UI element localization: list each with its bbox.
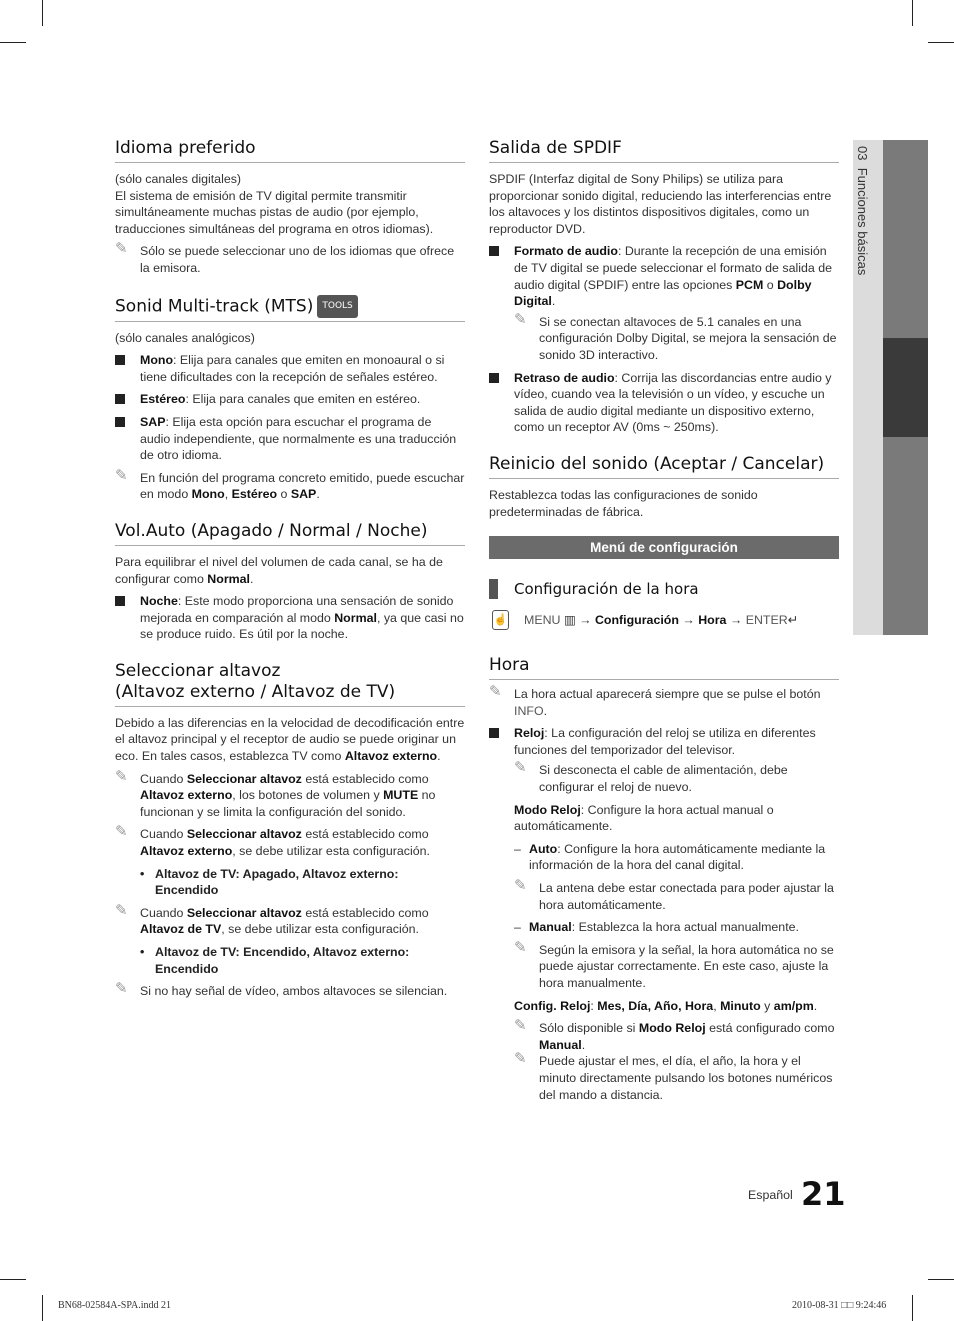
sub-item: Modo Reloj: Configure la hora actual manual o automáticamente. [514,802,774,834]
note: ✎ Cuando Seleccionar altavoz está establecido como Altavoz de TV, se debe utilizar esta configuración. [115,901,429,937]
dash-bullet: – [514,920,521,935]
left-column [115,138,465,1018]
note-pencil-icon: ✎ [115,767,128,785]
menu-path: ☝ MENU ▥ → Configuración → Hora → ENTER↵ [489,611,839,629]
body-text: SPDIF (Interfaz digital de Sony Philips) se utiliza para proporcionar sonido digital, reduciendo las interferencias entre los altavoces y los distintos dispositivos digitales, como un reproductor DVD. [489,172,832,236]
section-altavoz [115,661,465,1000]
note-pencil-icon: ✎ [489,683,502,701]
section-title: Sonid Multi-track (MTS) TOOLS [115,295,465,322]
scope-note: (sólo canales analógicos) [115,330,255,345]
chapter-tabs [883,140,928,635]
dash-item: – Manual: Establezca la hora actual manualmente. ✎ Según la emisora y la señal, la hora automática no se puede ajustar correctamente. En este caso, ajuste la hora manualmente. [514,919,839,991]
section-idioma [115,138,465,277]
section-hora [489,655,839,1103]
section-title: Idioma preferido [115,138,465,163]
note: ✎ La hora actual aparecerá siempre que se pulse el botón INFO. [489,683,821,718]
square-bullet-icon [115,417,125,427]
note-pencil-icon: ✎ [514,310,527,328]
dot-item: • Altavoz de TV: Encendido, Altavoz externo: Encendido [140,945,410,976]
note-pencil-icon: ✎ [115,980,128,998]
note: ✎ La antena debe estar conectada para poder ajustar la hora automáticamente. [514,877,834,912]
note: ✎ En función del programa concreto emitido, puede escuchar en modo Mono, Estéreo o SAP. [115,466,465,502]
note-pencil-icon: ✎ [514,938,527,956]
note: ✎ Sólo se puede seleccionar uno de los idiomas que ofrece la emisora. [115,240,455,275]
tab-block-active [883,338,928,437]
body-text: Restablezca todas las configuraciones de sonido predeterminadas de fábrica. [489,487,758,519]
note: ✎ Si no hay señal de vídeo, ambos altavoces se silencian. [115,980,448,999]
crop-mark [0,1279,26,1280]
bullet-item: SAP: Elija esta opción para escuchar el programa de audio independiente, que normalmente es una traducción de otro idioma. [115,414,465,464]
note: ✎ Si se conectan altavoces de 5.1 canales en una configuración Dolby Digital, se mejora la sensación de sonido 3D interactivo. [514,310,837,362]
bullet-item: Mono: Elija para canales que emiten en monoaural o si tiene dificultades con la recepción de señales estéreo. [115,352,465,385]
tab-block [883,437,928,635]
crop-mark [912,0,913,26]
section-spdif [489,138,839,436]
note-pencil-icon: ✎ [115,466,128,484]
square-bullet-icon [115,355,125,365]
tab-block [883,140,928,338]
note: ✎ Cuando Seleccionar altavoz está establecido como Altavoz externo, se debe utilizar esta configuración. [115,823,430,859]
note-pencil-icon: ✎ [514,877,527,895]
dash-bullet: – [514,841,521,856]
footer-language: Español [748,1188,793,1202]
body-text: Para equilibrar el nivel del volumen de cada canal, se ha de configurar como Normal. [115,554,443,586]
tools-icon: TOOLS [317,295,357,318]
crop-mark [928,42,954,43]
bullet-item: Estéreo: Elija para canales que emiten en estéreo. [115,391,465,408]
enter-icon: ↵ [787,613,799,628]
square-bullet-icon [489,246,499,256]
square-bullet-icon [489,373,499,383]
dash-item: – Auto: Configure la hora automáticamente mediante la información de la hora del canal digital. ✎ La antena debe estar conectada para poder ajustar la hora automáticamente. [514,841,839,913]
menu-section-bar: Menú de configuración [489,536,839,559]
section-title: Seleccionar altavoz (Altavoz externo / Altavoz de TV) [115,661,465,707]
hand-pointer-icon: ☝ [492,610,509,630]
square-bullet-icon [115,394,125,404]
note: ✎ Si desconecta el cable de alimentación, debe configurar el reloj de nuevo. [514,759,788,795]
section-title: Salida de SPDIF [489,138,839,163]
dot-bullet-icon: • [140,866,145,881]
bullet-item: Noche: Este modo proporciona una sensación de sonido mejorada en comparación al modo Normal, ya que casi no se produce ruido. Es útil por la noche. [115,593,465,643]
slug-left: BN68-02584A-SPA.indd 21 [58,1300,171,1311]
section-title: Vol.Auto (Apagado / Normal / Noche) [115,521,465,546]
note: ✎ Sólo disponible si Modo Reloj está configurado como Manual. [514,1017,835,1052]
crop-mark [42,1295,43,1321]
note: ✎ Puede ajustar el mes, el día, el año, la hora y el minuto directamente pulsando los botones numéricos del mando a distancia. [514,1050,833,1102]
right-column [489,138,839,1121]
section-vol-auto [115,521,465,643]
crop-mark [0,42,26,43]
body-text: El sistema de emisión de TV digital permite transmitir simultáneamente muchas pistas de audio (por ejemplo, traducciones simultáneas del programa en otros idiomas). [115,188,434,236]
scope-note: (sólo canales digitales) [115,172,242,186]
note: ✎ Cuando Seleccionar altavoz está establecido como Altavoz externo, los botones de volumen y MUTE no funcionan y se limita la configuración del sonido. [115,767,436,819]
bullet-item: Retraso de audio: Corrija las discordancias entre audio y vídeo, cuando vea la televisión o un vídeo, y escuche un salida de audio digital mediante un dispositivo externo, como un receptor AV (0ms ~ 250ms). [489,370,839,436]
section-title: Reinicio del sonido (Aceptar / Cancelar) [489,454,839,479]
note: ✎ Según la emisora y la señal, la hora automática no se puede ajustar correctamente. En este caso, ajuste la hora manualmente. [514,938,834,990]
slug-right: 2010-08-31 □□ 9:24:46 [792,1300,887,1311]
square-bullet-icon [489,728,499,738]
crop-mark [928,1279,954,1280]
crop-mark [912,1295,913,1321]
square-bullet-icon [115,596,125,606]
menu-grid-icon: ▥ [563,613,576,628]
note-pencil-icon: ✎ [115,901,128,919]
note-pencil-icon: ✎ [115,823,128,841]
section-reinicio [489,454,839,520]
bullet-item: Reloj: La configuración del reloj se utiliza en diferentes funciones del temporizador del televisor. ✎ Si desconecta el cable de alimentación, debe configurar el reloj de nuevo. [489,725,839,795]
bullet-item: Formato de audio: Durante la recepción de una emisión de TV digital se puede seleccionar el formato de salida de audio digital (SPDIF) entre las opciones PCM o Dolby Digital. ✎ Si se conectan altavoces de 5.1 canales en una configuración Dolby Digital, se mejora la sensación de sonido 3D interactivo. [489,243,839,363]
note-pencil-icon: ✎ [115,240,128,258]
note-pencil-icon: ✎ [514,1017,527,1035]
subsection-heading: Configuración de la hora [489,579,839,599]
sub-item: Config. Reloj: Mes, Día, Año, Hora, Minuto y am/pm. [514,998,818,1013]
chapter-label: 03 Funciones básicas [855,146,870,276]
heading-bar-icon [489,579,498,599]
dot-item: • Altavoz de TV: Apagado, Altavoz externo: Encendido [140,866,399,898]
page-number: 21 [801,1175,846,1213]
note-pencil-icon: ✎ [514,759,527,777]
body-text: Debido a las diferencias en la velocidad de decodificación entre el altavoz principal y el receptor de audio se puede originar un eco. En tales casos, establezca TV como Altavoz externo. [115,715,465,764]
note-pencil-icon: ✎ [514,1050,527,1068]
section-title: Hora [489,655,839,680]
dot-bullet-icon: • [140,945,145,959]
crop-mark [42,0,43,26]
section-mts [115,295,465,503]
